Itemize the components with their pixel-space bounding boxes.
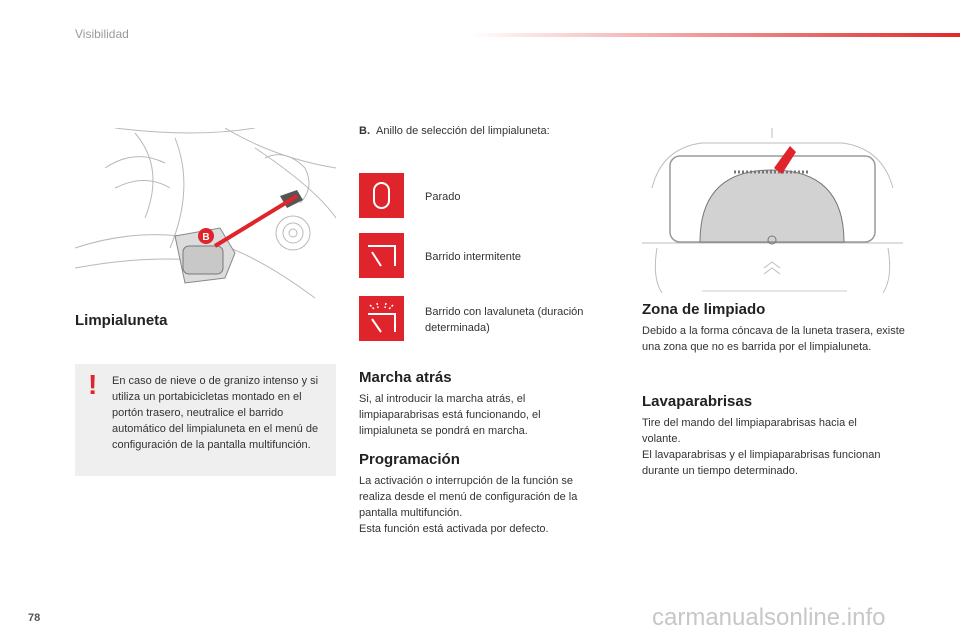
header-accent-line — [470, 33, 960, 37]
watermark: carmanualsonline.info — [652, 604, 886, 631]
zona-text: Debido a la forma cóncava de la luneta trasera, existe una zona que no es barrida por el limpialuneta. — [642, 325, 905, 353]
callout-letter-b: B — [202, 232, 210, 243]
ring-subtitle — [359, 125, 550, 137]
programacion-text-1: La activación o interrupción de la función se realiza desde el menú de configuración de la pantalla multifunción. — [359, 475, 578, 519]
wiper-off-icon — [359, 173, 404, 218]
marcha-text: Si, al introducir la marcha atrás, el limpiaparabrisas está funcionando, el limpialuneta se pondrá en marcha. — [359, 393, 541, 437]
rear-window-illustration — [642, 128, 903, 293]
steering-stalk-illustration — [75, 128, 336, 301]
warning-box — [75, 364, 336, 476]
mode-label-intermitente: Barrido intermitente — [425, 251, 521, 263]
page-number: 78 — [28, 612, 41, 624]
ring-letter: B. — [359, 125, 370, 137]
lava-text-1: Tire del mando del limpiaparabrisas hacia el volante. — [642, 417, 857, 445]
mode-label-lavaluneta: Barrido con lavaluneta (duración determinada) — [425, 306, 584, 334]
zona-title: Zona de limpiado — [642, 301, 766, 318]
wiper-intermittent-icon — [359, 233, 404, 278]
ring-label: Anillo de selección del limpialuneta: — [376, 125, 550, 137]
warning-icon: ! — [88, 369, 98, 400]
limpialuneta-title: Limpialuneta — [75, 312, 168, 329]
marcha-title: Marcha atrás — [359, 369, 452, 386]
lava-text-2: El lavaparabrisas y el limpiaparabrisas funcionan durante un tiempo determinado. — [642, 449, 881, 477]
mode-label-parado: Parado — [425, 191, 461, 203]
section-header: Visibilidad — [75, 27, 129, 41]
programacion-title: Programación — [359, 451, 460, 468]
wiper-wash-icon — [359, 296, 404, 341]
programacion-text-2: Esta función está activada por defecto. — [359, 523, 549, 535]
lava-title: Lavaparabrisas — [642, 393, 753, 410]
warning-text: En caso de nieve o de granizo intenso y si utiliza un portabicicletas montado en el portón trasero, neutralice el barrido automático del limpialuneta en el menú de configuración de la pantalla multifunción. — [112, 375, 319, 451]
